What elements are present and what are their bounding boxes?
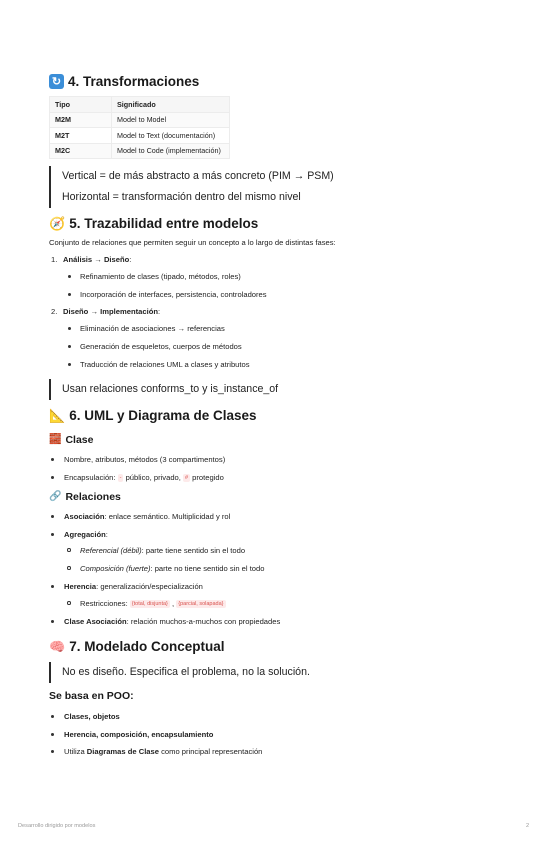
brain-icon: 🧠 [49,639,66,654]
table-cell: M2T [50,128,112,144]
quote-line: No es diseño. Especifica el problema, no la solución. [62,666,310,678]
text: Utiliza [64,747,87,756]
italic-text: Composición (fuerte) [80,564,151,573]
table-header-row [50,97,230,113]
list-item: Traducción de relaciones UML a clases y atributos [80,360,250,369]
bold-text: Clase Asociación [64,617,127,626]
bold-text: Diseño [63,307,89,316]
quote-line: Vertical = de más abstracto a más concreto (PIM → PSM) [62,170,334,182]
section-4-title: 4. Transformaciones [68,74,200,89]
clase-heading [49,434,93,446]
text: protegido [190,473,224,482]
bullet-icon [51,585,54,588]
text: : enlace semántico. Multiplicidad y rol [104,512,231,521]
table-row [50,128,230,144]
bullet-icon [51,533,54,536]
bold-text: Herencia [64,582,97,591]
transformations-table [49,96,230,159]
table-cell: Model to Code (implementación) [112,143,230,159]
list-item [80,599,226,608]
compass-icon: 🧭 [49,216,66,231]
list-item [63,255,131,264]
section-5-intro: Conjunto de relaciones que permiten seguir un concepto a lo largo de distintas fases: [49,238,336,247]
bold-text: encapsulamiento [151,730,214,739]
inline-code: - [119,475,122,481]
bullet-icon [68,275,71,278]
list-number: 2. [51,307,58,316]
list-item: Generación de esqueletos, cuerpos de métodos [80,342,242,351]
table-header-cell: Significado [112,97,230,113]
bullet-icon [51,515,54,518]
table-cell: Model to Model [112,112,230,128]
text: : [105,530,108,539]
bullet-icon [67,566,71,570]
footer-title: Desarrollo dirigido por modelos [18,823,96,829]
inline-code: {total, disjunta} [131,601,168,607]
section-7-heading [49,639,224,654]
bold-text: Análisis [63,255,93,264]
bold-text: Herencia [64,730,97,739]
list-item [64,730,213,739]
bullet-icon [68,345,71,348]
section-7-title: 7. Modelado Conceptual [69,639,225,654]
bold-text: → [88,307,101,316]
list-number: 1. [51,255,58,264]
section-5-heading [49,216,258,231]
transform-icon: ↻ [49,74,64,89]
list-item: Incorporación de interfaces, persistencia, controladores [80,290,267,299]
bullet-icon [67,548,71,552]
bold-text: , [96,730,101,739]
text: como principal representación [158,747,263,756]
bullet-icon [51,620,54,623]
section-6-heading [49,408,257,423]
section-6-title: 6. UML y Diagrama de Clases [69,408,257,423]
text: : generalización/especialización [96,582,203,591]
table-row [50,112,230,128]
bold-text: → [92,255,104,264]
list-item [64,747,262,756]
poo-title: Se basa en POO: [49,690,134,702]
text: : [129,255,132,264]
list-item [64,617,280,626]
section-4-heading [49,74,199,89]
bullet-icon [68,363,71,366]
bold-text: Agregación [64,530,106,539]
bold-text: Diagramas de Clase [86,747,159,756]
bullet-icon [51,476,54,479]
brick-icon: 🧱 [49,434,62,445]
text: , [169,599,177,608]
inline-code: # [185,475,189,481]
table-cell: Model to Text (documentación) [112,128,230,144]
bold-text: Clases, objetos [64,712,120,721]
quote-line: Usan relaciones conforms_to y is_instance_of [62,383,279,395]
list-item [64,582,203,591]
list-item [64,473,224,482]
list-item [63,307,160,316]
blockquote-relations [49,379,278,400]
relaciones-heading [49,491,121,503]
list-item: Nombre, atributos, métodos (3 compartimentos) [64,455,226,464]
italic-text: Referencial (débil) [80,546,142,555]
list-item [80,546,245,555]
text: Encapsulación: [64,473,118,482]
table-cell: M2M [50,112,112,128]
bullet-icon [51,750,54,753]
text: : [157,307,161,316]
list-item [80,564,264,573]
section-5-title: 5. Trazabilidad entre modelos [69,216,259,231]
bullet-icon [68,327,71,330]
text: : relación muchos-a-muchos con propiedades [126,617,281,626]
text: : parte tiene sentido sin el todo [141,546,246,555]
list-item: Eliminación de asociaciones → referencias [80,324,225,333]
inline-code: {parcial, solapada} [178,601,224,607]
bold-text: Asociación [64,512,105,521]
bold-text: Diseño [103,255,130,264]
text: Restricciones: [80,599,130,608]
table-header-cell: Tipo [50,97,112,113]
bullet-icon [51,458,54,461]
bullet-icon [68,293,71,296]
list-item: Refinamiento de clases (tipado, métodos, roles) [80,272,241,281]
clase-title: Clase [65,434,94,446]
triangle-ruler-icon: 📐 [49,408,66,423]
table-row [50,143,230,159]
bold-text: , [147,730,152,739]
bullet-icon [67,601,71,605]
link-icon: 🔗 [49,491,62,502]
list-item [64,530,108,539]
bold-text: composición [100,730,148,739]
text: : parte no tiene sentido sin el todo [150,564,265,573]
list-item [64,512,230,521]
poo-heading [49,690,134,702]
page-number: 2 [526,823,530,829]
list-item [64,712,120,721]
table-cell: M2C [50,143,112,159]
blockquote-conceptual [49,662,310,683]
bullet-icon [51,715,54,718]
quote-line: Horizontal = transformación dentro del mismo nivel [62,191,301,203]
blockquote-transformations [49,166,334,208]
text: público, privado, [123,473,183,482]
bullet-icon [51,733,54,736]
relaciones-title: Relaciones [65,491,121,503]
bold-text: Implementación [100,307,158,316]
